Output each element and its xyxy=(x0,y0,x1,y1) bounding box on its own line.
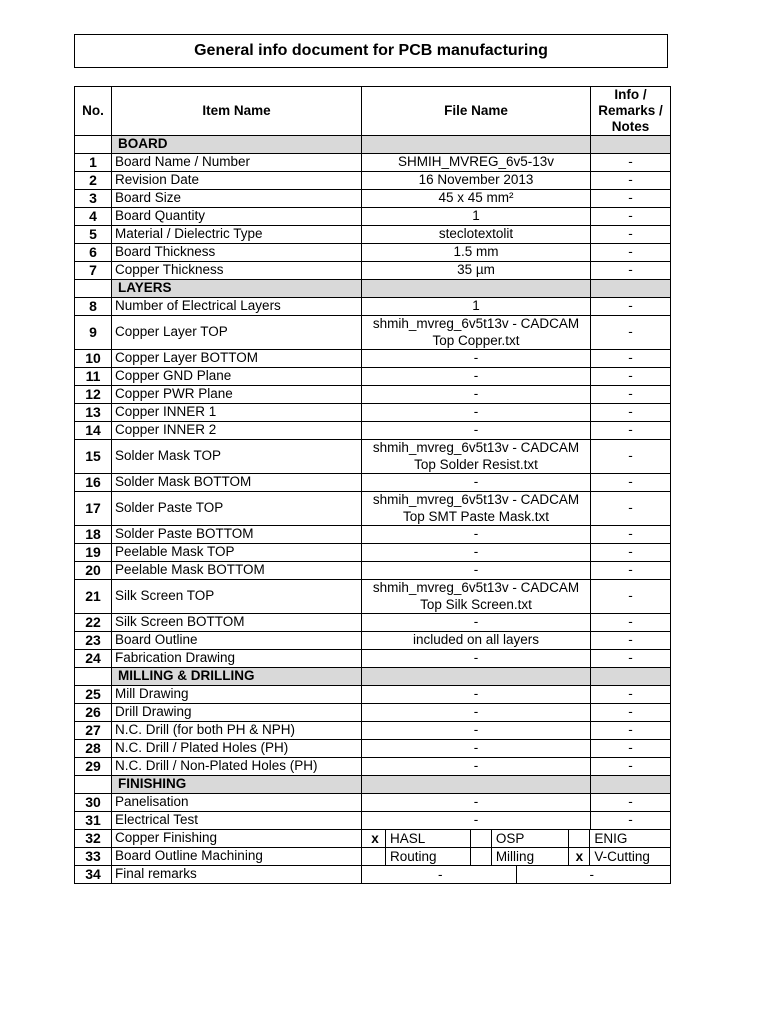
option-label: Milling xyxy=(492,848,570,865)
file-name: - xyxy=(362,794,591,812)
file-name: - xyxy=(362,350,591,368)
table-header-row xyxy=(75,87,671,136)
item-name: Solder Paste TOP xyxy=(112,492,362,526)
info-notes: - xyxy=(591,244,671,262)
row-number: 28 xyxy=(75,740,112,758)
table-row xyxy=(75,562,671,580)
section-shade xyxy=(591,776,671,794)
table-row xyxy=(75,848,671,866)
section-shade xyxy=(591,136,671,154)
row-number: 30 xyxy=(75,794,112,812)
row-number: 29 xyxy=(75,758,112,776)
final-remarks-group xyxy=(365,866,667,883)
table-row xyxy=(75,580,671,614)
item-name: N.C. Drill (for both PH & NPH) xyxy=(112,722,362,740)
section-spacer xyxy=(75,776,112,794)
row-number: 32 xyxy=(75,830,112,848)
row-number: 25 xyxy=(75,686,112,704)
table-row xyxy=(75,650,671,668)
info-notes: - xyxy=(591,614,671,632)
row-number: 22 xyxy=(75,614,112,632)
info-notes: - xyxy=(591,386,671,404)
row-number: 10 xyxy=(75,350,112,368)
info-notes: - xyxy=(591,208,671,226)
item-name: Drill Drawing xyxy=(112,704,362,722)
info-notes: - xyxy=(591,474,671,492)
row-number: 31 xyxy=(75,812,112,830)
table-row xyxy=(75,722,671,740)
info-notes: - xyxy=(591,650,671,668)
header-info: Info / Remarks / Notes xyxy=(591,87,671,136)
section-shade xyxy=(362,136,591,154)
table-row xyxy=(75,614,671,632)
table-row xyxy=(75,172,671,190)
item-name: Copper Layer BOTTOM xyxy=(112,350,362,368)
option-cells xyxy=(362,848,671,866)
row-number: 3 xyxy=(75,190,112,208)
info-notes: - xyxy=(591,226,671,244)
info-notes: - xyxy=(591,562,671,580)
pcb-info-table xyxy=(74,86,671,884)
option-cells xyxy=(362,830,671,848)
file-name: 45 x 45 mm² xyxy=(362,190,591,208)
file-name: 1 xyxy=(362,208,591,226)
section-shade xyxy=(591,280,671,298)
item-name: Mill Drawing xyxy=(112,686,362,704)
info-notes: - xyxy=(591,704,671,722)
row-number: 14 xyxy=(75,422,112,440)
file-name: - xyxy=(362,650,591,668)
file-name: - xyxy=(362,758,591,776)
row-number: 26 xyxy=(75,704,112,722)
info-notes: - xyxy=(591,632,671,650)
row-number: 7 xyxy=(75,262,112,280)
table-row xyxy=(75,298,671,316)
section-shade xyxy=(362,668,591,686)
item-name: Solder Paste BOTTOM xyxy=(112,526,362,544)
section-shade xyxy=(591,668,671,686)
option-checkbox[interactable]: x xyxy=(365,830,386,847)
item-name: Silk Screen BOTTOM xyxy=(112,614,362,632)
row-number: 24 xyxy=(75,650,112,668)
document-title: General info document for PCB manufacturing xyxy=(74,34,668,68)
item-name: Panelisation xyxy=(112,794,362,812)
info-notes: - xyxy=(591,686,671,704)
item-name: Copper GND Plane xyxy=(112,368,362,386)
row-number: 34 xyxy=(75,866,112,884)
section-shade xyxy=(362,776,591,794)
file-name: - xyxy=(362,526,591,544)
option-label: HASL xyxy=(386,830,471,847)
section-row xyxy=(75,136,671,154)
table-row xyxy=(75,812,671,830)
info-notes: - xyxy=(591,492,671,526)
info-notes: - xyxy=(591,722,671,740)
row-number: 9 xyxy=(75,316,112,350)
file-name: - xyxy=(362,422,591,440)
item-name: Copper INNER 1 xyxy=(112,404,362,422)
option-group xyxy=(365,848,667,865)
item-name: Board Quantity xyxy=(112,208,362,226)
file-name: shmih_mvreg_6v5t13v - CADCAM Top Copper.txt xyxy=(362,316,591,350)
option-checkbox[interactable]: x xyxy=(569,848,590,865)
info-notes: - xyxy=(591,758,671,776)
option-label: ENIG xyxy=(594,831,628,846)
table-row xyxy=(75,758,671,776)
row-number: 33 xyxy=(75,848,112,866)
info-notes: - xyxy=(591,154,671,172)
option-checkbox[interactable] xyxy=(365,848,386,865)
info-notes: - xyxy=(591,740,671,758)
table-row xyxy=(75,154,671,172)
row-number: 15 xyxy=(75,440,112,474)
file-name: - xyxy=(362,704,591,722)
section-spacer xyxy=(75,280,112,298)
row-number: 2 xyxy=(75,172,112,190)
section-title: LAYERS xyxy=(112,280,362,298)
item-name: Copper Thickness xyxy=(112,262,362,280)
option-group xyxy=(365,830,667,847)
final-remarks-cells xyxy=(362,866,671,884)
header-file-name: File Name xyxy=(362,87,591,136)
file-name: - xyxy=(362,404,591,422)
file-name: shmih_mvreg_6v5t13v - CADCAM Top SMT Paste Mask.txt xyxy=(362,492,591,526)
info-notes: - xyxy=(591,298,671,316)
info-notes: - xyxy=(591,404,671,422)
section-shade xyxy=(362,280,591,298)
section-row xyxy=(75,668,671,686)
section-title: FINISHING xyxy=(112,776,362,794)
item-name: Copper Finishing xyxy=(112,830,362,848)
item-name: Board Name / Number xyxy=(112,154,362,172)
item-name: Material / Dielectric Type xyxy=(112,226,362,244)
file-name: - xyxy=(362,544,591,562)
file-name: - xyxy=(362,562,591,580)
file-name: - xyxy=(362,686,591,704)
table-row xyxy=(75,492,671,526)
row-number: 13 xyxy=(75,404,112,422)
table-row xyxy=(75,368,671,386)
option-label: OSP xyxy=(492,830,570,847)
file-name: - xyxy=(362,386,591,404)
table-row xyxy=(75,830,671,848)
table-row xyxy=(75,350,671,368)
info-notes: - xyxy=(591,190,671,208)
table-row xyxy=(75,244,671,262)
table-row xyxy=(75,440,671,474)
section-spacer xyxy=(75,136,112,154)
option-checkbox[interactable] xyxy=(471,830,492,847)
item-name: N.C. Drill / Plated Holes (PH) xyxy=(112,740,362,758)
table-row xyxy=(75,474,671,492)
row-number: 19 xyxy=(75,544,112,562)
section-row xyxy=(75,776,671,794)
row-number: 5 xyxy=(75,226,112,244)
table-row xyxy=(75,262,671,280)
info-notes: - xyxy=(591,316,671,350)
row-number: 23 xyxy=(75,632,112,650)
file-name: - xyxy=(362,812,591,830)
option-checkbox[interactable] xyxy=(471,848,492,865)
table-row xyxy=(75,794,671,812)
table-row xyxy=(75,704,671,722)
file-name: 1.5 mm xyxy=(362,244,591,262)
item-name: Revision Date xyxy=(112,172,362,190)
table-row xyxy=(75,316,671,350)
file-name: 35 µm xyxy=(362,262,591,280)
row-number: 8 xyxy=(75,298,112,316)
info-notes: - xyxy=(591,262,671,280)
row-number: 17 xyxy=(75,492,112,526)
table-row xyxy=(75,632,671,650)
table-row xyxy=(75,386,671,404)
file-name: SHMIH_MVREG_6v5-13v xyxy=(362,154,591,172)
row-number: 21 xyxy=(75,580,112,614)
table-row xyxy=(75,686,671,704)
row-number: 4 xyxy=(75,208,112,226)
option-label: Routing xyxy=(386,848,471,865)
item-name: Number of Electrical Layers xyxy=(112,298,362,316)
section-title: MILLING & DRILLING xyxy=(112,668,362,686)
item-name: Board Thickness xyxy=(112,244,362,262)
final-remarks-left: - xyxy=(365,866,517,883)
table-row xyxy=(75,866,671,884)
info-notes: - xyxy=(591,422,671,440)
info-notes: - xyxy=(591,794,671,812)
table-row xyxy=(75,190,671,208)
header-no: No. xyxy=(75,87,112,136)
info-notes: - xyxy=(591,526,671,544)
table-row xyxy=(75,544,671,562)
table-row xyxy=(75,422,671,440)
row-number: 12 xyxy=(75,386,112,404)
file-name: - xyxy=(362,722,591,740)
option-checkbox[interactable] xyxy=(569,830,590,847)
file-name: 16 November 2013 xyxy=(362,172,591,190)
row-number: 27 xyxy=(75,722,112,740)
item-name: Peelable Mask TOP xyxy=(112,544,362,562)
file-name: shmih_mvreg_6v5t13v - CADCAM Top Solder Resist.txt xyxy=(362,440,591,474)
item-name: Solder Mask BOTTOM xyxy=(112,474,362,492)
table-row xyxy=(75,226,671,244)
info-notes: - xyxy=(591,172,671,190)
table-row xyxy=(75,526,671,544)
item-name: Silk Screen TOP xyxy=(112,580,362,614)
file-name: 1 xyxy=(362,298,591,316)
final-remarks-right: - xyxy=(589,867,594,882)
file-name: shmih_mvreg_6v5t13v - CADCAM Top Silk Screen.txt xyxy=(362,580,591,614)
info-notes: - xyxy=(591,440,671,474)
section-row xyxy=(75,280,671,298)
item-name: Peelable Mask BOTTOM xyxy=(112,562,362,580)
row-number: 20 xyxy=(75,562,112,580)
row-number: 1 xyxy=(75,154,112,172)
item-name: Board Outline xyxy=(112,632,362,650)
file-name: - xyxy=(362,740,591,758)
info-notes: - xyxy=(591,350,671,368)
table-row xyxy=(75,404,671,422)
table-row xyxy=(75,208,671,226)
item-name: Final remarks xyxy=(112,866,362,884)
header-item-name: Item Name xyxy=(112,87,362,136)
item-name: Copper Layer TOP xyxy=(112,316,362,350)
file-name: included on all layers xyxy=(362,632,591,650)
row-number: 6 xyxy=(75,244,112,262)
row-number: 11 xyxy=(75,368,112,386)
info-notes: - xyxy=(591,812,671,830)
table-row xyxy=(75,740,671,758)
item-name: Board Size xyxy=(112,190,362,208)
file-name: steclotextolit xyxy=(362,226,591,244)
item-name: Solder Mask TOP xyxy=(112,440,362,474)
item-name: Fabrication Drawing xyxy=(112,650,362,668)
option-label: V-Cutting xyxy=(594,849,650,864)
info-notes: - xyxy=(591,580,671,614)
item-name: Copper INNER 2 xyxy=(112,422,362,440)
info-notes: - xyxy=(591,368,671,386)
section-spacer xyxy=(75,668,112,686)
item-name: Electrical Test xyxy=(112,812,362,830)
row-number: 18 xyxy=(75,526,112,544)
file-name: - xyxy=(362,474,591,492)
file-name: - xyxy=(362,614,591,632)
item-name: N.C. Drill / Non-Plated Holes (PH) xyxy=(112,758,362,776)
row-number: 16 xyxy=(75,474,112,492)
info-notes: - xyxy=(591,544,671,562)
section-title: BOARD xyxy=(112,136,362,154)
item-name: Board Outline Machining xyxy=(112,848,362,866)
item-name: Copper PWR Plane xyxy=(112,386,362,404)
file-name: - xyxy=(362,368,591,386)
